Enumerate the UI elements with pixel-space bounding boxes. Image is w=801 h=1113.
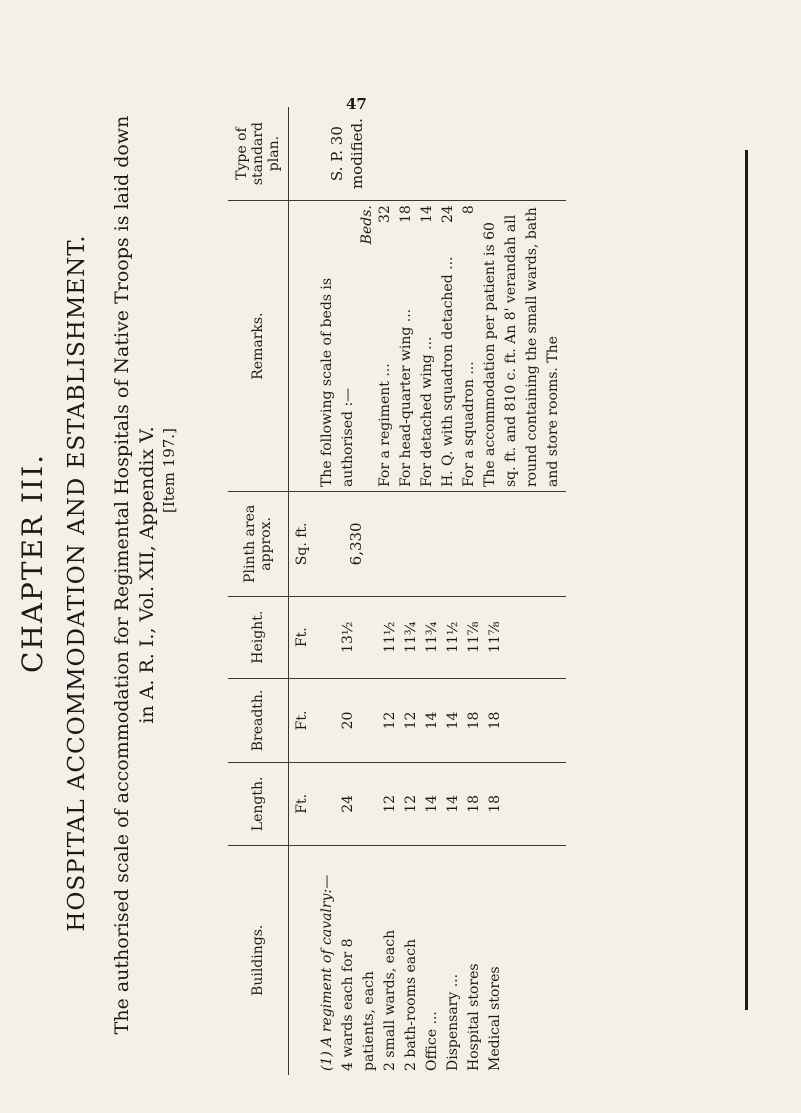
section-title: (1) A regiment of cavalry:—: [319, 874, 335, 1071]
bed-scale-label: H. Q. with squadron detached ...: [440, 256, 456, 488]
length-value: 18: [487, 794, 503, 813]
remarks-intro: The following scale of beds is authorised :—: [319, 277, 356, 488]
header-remarks: Remarks.: [228, 201, 289, 492]
bed-scale-row: [459, 205, 480, 487]
chapter-title: CHAPTER III.: [16, 452, 49, 674]
unit-breadth: Ft.: [289, 678, 316, 762]
unit-height: Ft.: [289, 596, 316, 678]
bed-scale-label: For head-quarter wing ...: [398, 308, 414, 488]
height-value: 13½: [340, 621, 356, 653]
height-value: [359, 601, 380, 674]
beds-label: Beds.: [359, 205, 375, 245]
length-value: [359, 767, 380, 841]
remarks-note: The accommodation per patient is 60 sq. ft. and 810 c. ft. An 8' verandah all round containing the small wards, bath and store rooms. The: [482, 207, 561, 488]
unit-buildings: [289, 845, 316, 1075]
bed-scale-row: [438, 205, 459, 487]
building-row: Hospital stores: [466, 963, 482, 1071]
header-plan-type: Type of standard plan.: [228, 107, 289, 201]
unit-remarks: [289, 201, 316, 492]
accommodation-table: [228, 107, 566, 1075]
bed-scale-row: [375, 205, 396, 487]
bed-scale-value: 8: [461, 205, 477, 215]
length-column: [315, 763, 566, 846]
chapter-subtitle: HOSPITAL ACCOMMODATION AND ESTABLISHMENT.: [64, 234, 90, 932]
bed-scale-value: 14: [419, 205, 435, 223]
remarks-column: [315, 201, 566, 492]
header-plinth-area: Plinth area approx.: [228, 492, 289, 597]
breadth-value: [359, 683, 380, 758]
plan-type-value: S. P. 30 modified.: [328, 118, 366, 190]
bed-scale-value: 32: [377, 205, 393, 223]
bed-scale-row: [417, 205, 438, 487]
height-value: 11⅞: [487, 621, 503, 653]
building-row: 2 small wards, each: [382, 929, 398, 1071]
height-value: 11½: [382, 621, 398, 653]
breadth-value: 18: [466, 711, 482, 730]
bed-scale-label: For a squadron ...: [461, 361, 477, 488]
height-value: 11¾: [424, 621, 440, 653]
rotated-page-content: [0, 113, 760, 1113]
bed-scale-label: For a regiment ...: [377, 363, 393, 488]
building-row: 2 bath-rooms each: [403, 939, 419, 1071]
length-value: 14: [424, 794, 440, 813]
table-bottom-rule: [745, 150, 748, 1010]
breadth-value: 20: [340, 711, 356, 730]
plinth-area-column: [315, 492, 566, 597]
breadth-value: 12: [382, 711, 398, 730]
intro-paragraph: The authorised scale of accommodation for Regimental Hospitals of Native Troops is laid down in A. R. I., Vol. XII, Appendix V.: [111, 115, 158, 1035]
breadth-value: 12: [403, 711, 419, 730]
unit-length: Ft.: [289, 763, 316, 846]
breadth-value: 14: [445, 711, 461, 730]
plinth-area-value: 6,330: [347, 522, 365, 566]
header-length: Length.: [228, 763, 289, 846]
length-value: 24: [340, 794, 356, 813]
length-value: 14: [445, 794, 461, 813]
breadth-column: [315, 678, 566, 762]
length-value: 12: [382, 794, 398, 813]
height-value: 11¾: [403, 621, 419, 653]
plan-type-column: [315, 107, 566, 201]
building-row: 4 wards each for 8: [340, 938, 356, 1071]
length-value: 12: [403, 794, 419, 813]
building-row: Office ...: [424, 1011, 440, 1071]
breadth-value: 14: [424, 711, 440, 730]
bed-scale-label: For detached wing ...: [419, 336, 435, 488]
buildings-column: [315, 845, 566, 1075]
bed-scale-row: [396, 205, 417, 487]
height-value: 11½: [445, 621, 461, 653]
building-row: Medical stores: [487, 966, 503, 1071]
length-value: 18: [466, 794, 482, 813]
bed-scale-value: 24: [440, 205, 456, 223]
item-reference: [Item 197.]: [160, 428, 178, 513]
header-buildings: Buildings.: [228, 845, 289, 1075]
building-row: patients, each: [361, 971, 377, 1071]
page-number: 47: [346, 95, 367, 113]
bed-scale-value: 18: [398, 205, 414, 223]
unit-plinth-area: Sq. ft.: [289, 492, 316, 597]
unit-plan-type: [289, 107, 316, 201]
height-value: 11⅞: [466, 621, 482, 653]
header-height: Height.: [228, 596, 289, 678]
header-breadth: Breadth.: [228, 678, 289, 762]
breadth-value: 18: [487, 711, 503, 730]
building-row: Dispensary ...: [445, 973, 461, 1071]
height-column: [315, 596, 566, 678]
